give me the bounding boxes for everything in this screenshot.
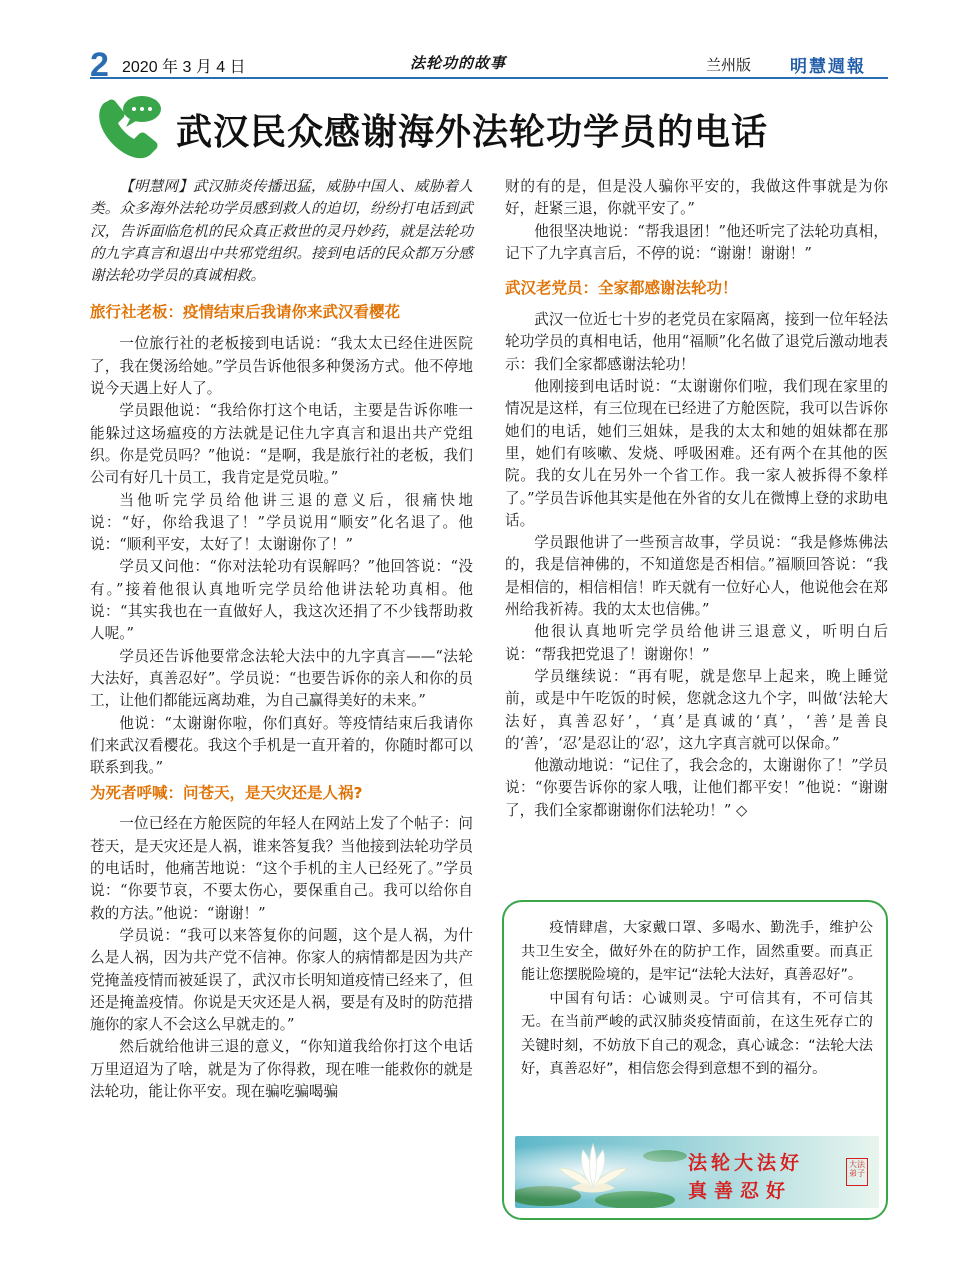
phone-chat-icon	[90, 93, 168, 163]
headline: 武汉民众感谢海外法轮功学员的电话	[176, 112, 769, 153]
paragraph: 当他听完学员给他讲三退的意义后，很痛快地说：“好，你给我退了！”学员说用“顺安”化名退了。他说：“顺利平安，太好了！太谢谢你了！”	[90, 491, 473, 554]
paragraph: 学员继续说：“再有呢，就是您早上起来，晚上睡觉前，或是中午吃饭的时候，您就念这九个字，叫做‘法轮大法好，真善忍好’，‘真’是真诚的‘真’，‘善’是善良的‘善’，‘忍’是忍让的‘忍’，这九字真言就可以保命。”	[505, 667, 888, 752]
article-column-right	[505, 176, 888, 822]
banner-text-line1: 法轮大法好	[688, 1152, 804, 1174]
column-name: 法轮功的故事	[410, 54, 507, 72]
paragraph: 他很认真地听完学员给他讲三退意义，听明白后说：“帮我把党退了！谢谢你！”	[505, 623, 888, 663]
lead-paragraph: 【明慧网】武汉肺炎传播迅猛，威胁中国人、威胁着人类。众多海外法轮功学员感到救人的迫切，纷纷打电话到武汉，告诉面临危机的民众真正救世的灵丹妙药，就是法轮功的九字真言和退出中共邪党组织。接到电话的民众都万分感谢法轮功学员的真诚相救。	[90, 178, 473, 285]
section-heading: 旅行社老板：疫情结束后我请你来武汉看樱花	[90, 303, 401, 322]
paragraph: 他激动地说：“记住了，我会念的，太谢谢你了！”学员说：“你要告诉你的家人哦，让他们都平安！”他说：“谢谢了，我们全家都谢谢你们法轮功！” ◇	[505, 757, 888, 819]
paragraph: 学员又问他：“你对法轮功有误解吗？”他回答说：“没有。”接着他很认真地听完学员给他讲法轮功真相。他说：“其实我也在一直做好人，我这次还捐了不少钱帮助救人呢。”	[90, 558, 473, 643]
paragraph: 一位旅行社的老板接到电话说：“我太太已经住进医院了，我在煲汤给她。”学员告诉他很多种煲汤方式。他不停地说今天遇上好人了。	[90, 335, 473, 398]
seal-stamp: 大法弟子	[846, 1158, 868, 1186]
paragraph: 他说：“太谢谢你啦，你们真好。等疫情结束后我请你们来武汉看樱花。我这个手机是一直开着的，你随时都可以联系到我。”	[90, 714, 473, 777]
paragraph: 他刚接到电话时说：“太谢谢你们啦，我们现在家里的情况是这样，有三位现在已经进了方舱医院，我可以告诉你她们的电话，她们三姐妹，是我的太太和她的姐妹都在那里，她们有咳嗽、发烧、呼吸困难。还有两个在其他的医院。我的女儿在另外一个省工作。我一家人被拆得不象样了。”学员告诉他其实是他在外省的女儿在微博上登的求助电话。	[505, 378, 888, 529]
notice-text	[521, 917, 873, 1082]
paragraph: 学员还告诉他要常念法轮大法中的九字真言——“法轮大法好，真善忍好”。学员说：“也要告诉你的亲人和你的员工，让他们都能远离劫难，为自己赢得美好的未来。”	[90, 647, 473, 710]
notice-paragraph: 中国有句话：心诚则灵。宁可信其有，不可信其无。在当前严峻的武汉肺炎疫情面前，在这生死存亡的关键时刻，不妨放下自己的观念，真心诚念：“法轮大法好，真善忍好”，相信您会得到意想不到的福分。	[521, 990, 873, 1077]
paragraph: 学员跟他讲了一些预言故事，学员说：“我是修炼佛法的，我是信神佛的，不知道您是否相信。”福顺回答说：“我是相信的，相信相信！昨天就有一位好心人，他说他会在郑州给我祈祷。我的太太也信佛。”	[505, 534, 888, 619]
edition-label: 兰州版	[706, 56, 752, 74]
banner-text-line2: 真善忍好	[688, 1180, 793, 1202]
issue-date: 2020 年 3 月 4 日	[122, 59, 246, 76]
paragraph: 学员跟他说：“我给你打这个电话，主要是告诉你唯一能躲过这场瘟疫的方法就是记住九字真言和退出共产党组织。你是党员吗？”他说：“是啊，我是旅行社的老板，我们公司有好几十员工，我肯定是党员啦。”	[90, 402, 473, 487]
notice-paragraph: 疫情肆虐，大家戴口罩、多喝水、勤洗手，维护公共卫生安全，做好外在的防护工作，固然重要。而真正能让您摆脱险境的，是牢记“法轮大法好，真善忍好”。	[521, 920, 873, 983]
page-number: 2	[90, 46, 109, 84]
paragraph: 一位已经在方舱医院的年轻人在网站上发了个帖子：问苍天，是天灾还是人祸，谁来答复我？当他接到法轮功学员的电话时，他痛苦地说：“这个手机的主人已经死了。”学员说：“你要节哀，不要太伤心，要保重自己。我可以给你自救的方法。”他说：“谢谢！”	[90, 815, 473, 922]
paragraph: 然后就给他讲三退的意义，“你知道我给你打这个电话万里迢迢为了啥，就是为了你得救，现在唯一能救你的就是法轮功，能让你平安。现在骗吃骗喝骗	[90, 1038, 473, 1100]
paragraph: 学员说：“我可以来答复你的问题，这个是人祸，为什么是人祸，因为共产党不信神。你家人的病情都是因为共产党掩盖疫情而被延误了，武汉市长明知道疫情已经来了，但还是掩盖疫情。你说是天灾还是人祸，要是有及时的防范措施你的家人不会这么早就走的。”	[90, 926, 473, 1034]
paragraph: 他很坚决地说：“帮我退团！”他还听完了法轮功真相，记下了九字真言后，不停的说：“谢谢！谢谢！”	[505, 222, 888, 262]
paragraph: 武汉一位近七十岁的老党员在家隔离，接到一位年轻法轮功学员的真相电话，他用“福顺”化名做了退党后激动地表示：我们全家都感谢法轮功！	[505, 311, 888, 373]
header-rule	[90, 77, 888, 79]
section-heading: 武汉老党员：全家都感谢法轮功！	[505, 279, 738, 298]
article-column-left	[90, 176, 473, 1103]
paper-name: 明慧週報	[790, 57, 866, 77]
paragraph-continuation: 财的有的是，但是没人骗你平安的，我做这件事就是为你好，赶紧三退，你就平安了。”	[505, 178, 888, 218]
section-heading: 为死者呼喊：问苍天，是天灾还是人祸?	[90, 784, 363, 803]
